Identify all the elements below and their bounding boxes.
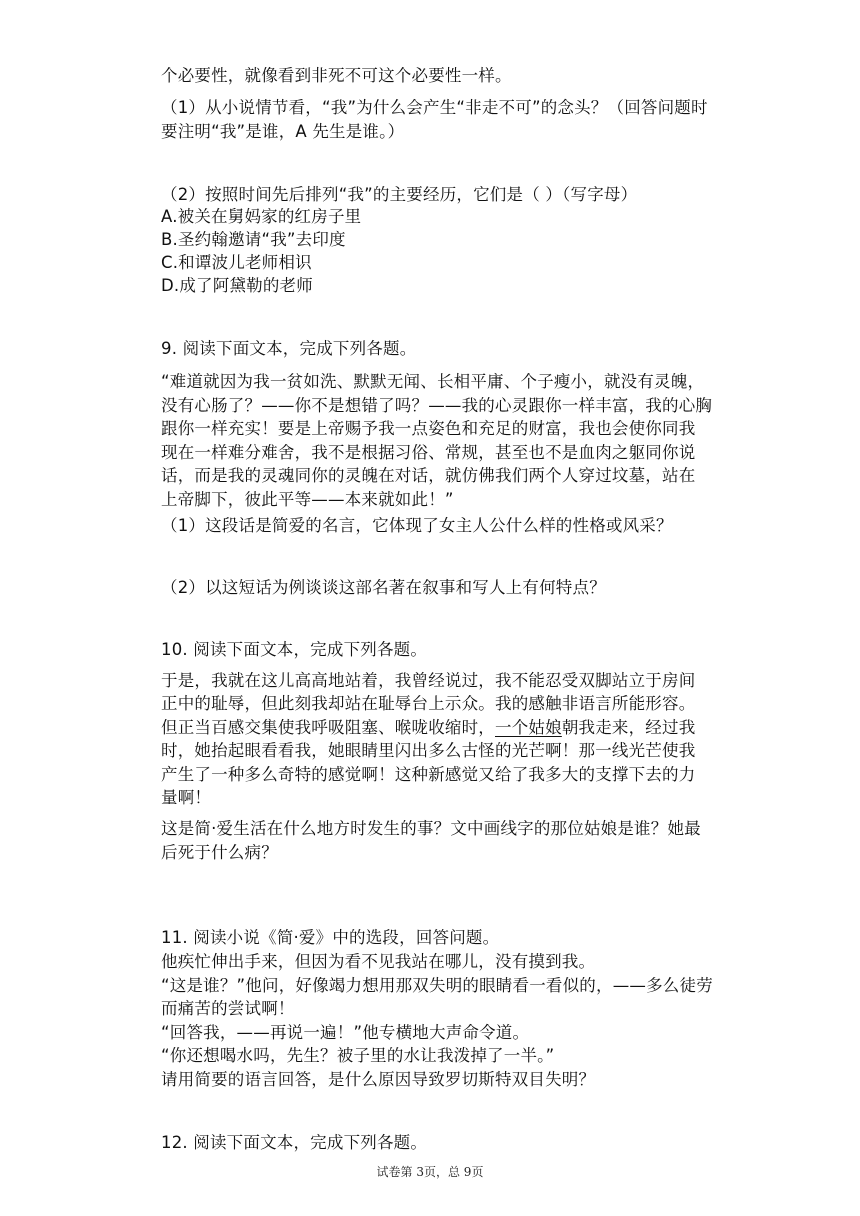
q11-line-2: “这是谁？”他问，好像竭力想用那双失明的眼睛看一看似的，——多么徒劳 <box>161 976 713 995</box>
q10-passage-line-3 <box>161 716 695 740</box>
q10-question-line-1: 这是简·爱生活在什么地方时发生的事？文中画线字的那位姑娘是谁？她最 <box>161 819 701 838</box>
question-9-title: 9. 阅读下面文本，完成下列各题。 <box>161 339 417 358</box>
q9-passage-line-4: 现在一样难分难舍，我不是根据习俗、常规，甚至也不是血肉之躯同你说 <box>161 443 696 462</box>
q10-passage-line-4: 时，她抬起眼看看我，她眼睛里闪出多么古怪的光芒啊！那一线光芒使我 <box>161 741 696 760</box>
option-d: D.成了阿黛勒的老师 <box>161 276 313 295</box>
q11-line-1: 他疾忙伸出手来，但因为看不见我站在哪儿，没有摸到我。 <box>161 952 596 971</box>
q9-passage-line-6: 上帝脚下，彼此平等——本来就如此！” <box>161 490 454 509</box>
q9-passage-line-5: 话，而是我的灵魂同你的灵魄在对话，就仿佛我们两个人穿过坟墓，站在 <box>161 466 696 485</box>
sub-question-2: （2）按照时间先后排列“我”的主要经历，它们是（ ）（写字母） <box>161 185 638 204</box>
underlined-text: 一个姑娘 <box>495 718 562 737</box>
q10-question-line-2: 后死于什么病？ <box>161 843 278 862</box>
q9-sub-question-2: （2）以这短话为例谈谈这部名著在叙事和写人上有何特点？ <box>161 578 606 597</box>
q10-passage-line-5: 产生了一种多么奇特的感觉啊！这种新感觉又给了我多大的支撑下去的力 <box>161 765 696 784</box>
passage-tail-line: 个必要性，就像看到非死不可这个必要性一样。 <box>161 66 512 85</box>
q10-line-3-end: 朝我走来，经过我 <box>561 718 696 737</box>
q9-passage-line-1: “难道就因为我一贫如洗、默默无闻、长相平庸、个子瘦小，就没有灵魄， <box>161 372 705 391</box>
q11-line-5: “你还想喝水吗，先生？被子里的水让我泼掉了一半。” <box>161 1046 555 1065</box>
sub-question-1-line-2: 要注明“我”是谁，A 先生是谁。） <box>161 122 405 141</box>
q10-passage-line-1: 于是，我就在这儿高高地站着，我曾经说过，我不能忍受双脚站立于房间 <box>161 671 696 690</box>
option-b: B.圣约翰邀请“我”去印度 <box>161 230 346 249</box>
option-c: C.和谭波儿老师相识 <box>161 253 312 272</box>
q9-passage-line-2: 没有心肠了？——你不是想错了吗？——我的心灵跟你一样丰富，我的心胸 <box>161 396 713 415</box>
q10-line-3-start: 但正当百感交集使我呼吸阻塞、喉咙收缩时， <box>161 718 495 737</box>
q11-line-4: “回答我，——再说一遍！”他专横地大声命令道。 <box>161 1023 530 1042</box>
q11-line-6: 请用简要的语言回答，是什么原因导致罗切斯特双目失明？ <box>161 1070 596 1089</box>
page-footer: 试卷第 3页，总 9页 <box>376 1165 484 1179</box>
q9-sub-question-1: （1）这段话是简爱的名言，它体现了女主人公什么样的性格或风采？ <box>161 516 673 535</box>
q11-line-3: 而痛苦的尝试啊！ <box>161 999 295 1018</box>
q10-passage-line-2: 正中的耻辱，但此刻我却站在耻辱台上示众。我的感触非语言所能形容。 <box>161 694 696 713</box>
question-10-title: 10. 阅读下面文本，完成下列各题。 <box>161 640 428 659</box>
q10-passage-line-6: 量啊！ <box>161 788 212 807</box>
question-11-title: 11. 阅读小说《简·爱》中的选段，回答问题。 <box>161 928 500 947</box>
sub-question-1-line-1: （1）从小说情节看，“我”为什么会产生“非走不可”的念头？（回答问题时 <box>161 98 708 117</box>
question-12-title: 12. 阅读下面文本，完成下列各题。 <box>161 1133 428 1152</box>
q9-passage-line-3: 跟你一样充实！要是上帝赐予我一点姿色和充足的财富，我也会使你同我 <box>161 419 696 438</box>
option-a: A.被关在舅妈家的红房子里 <box>161 207 362 226</box>
